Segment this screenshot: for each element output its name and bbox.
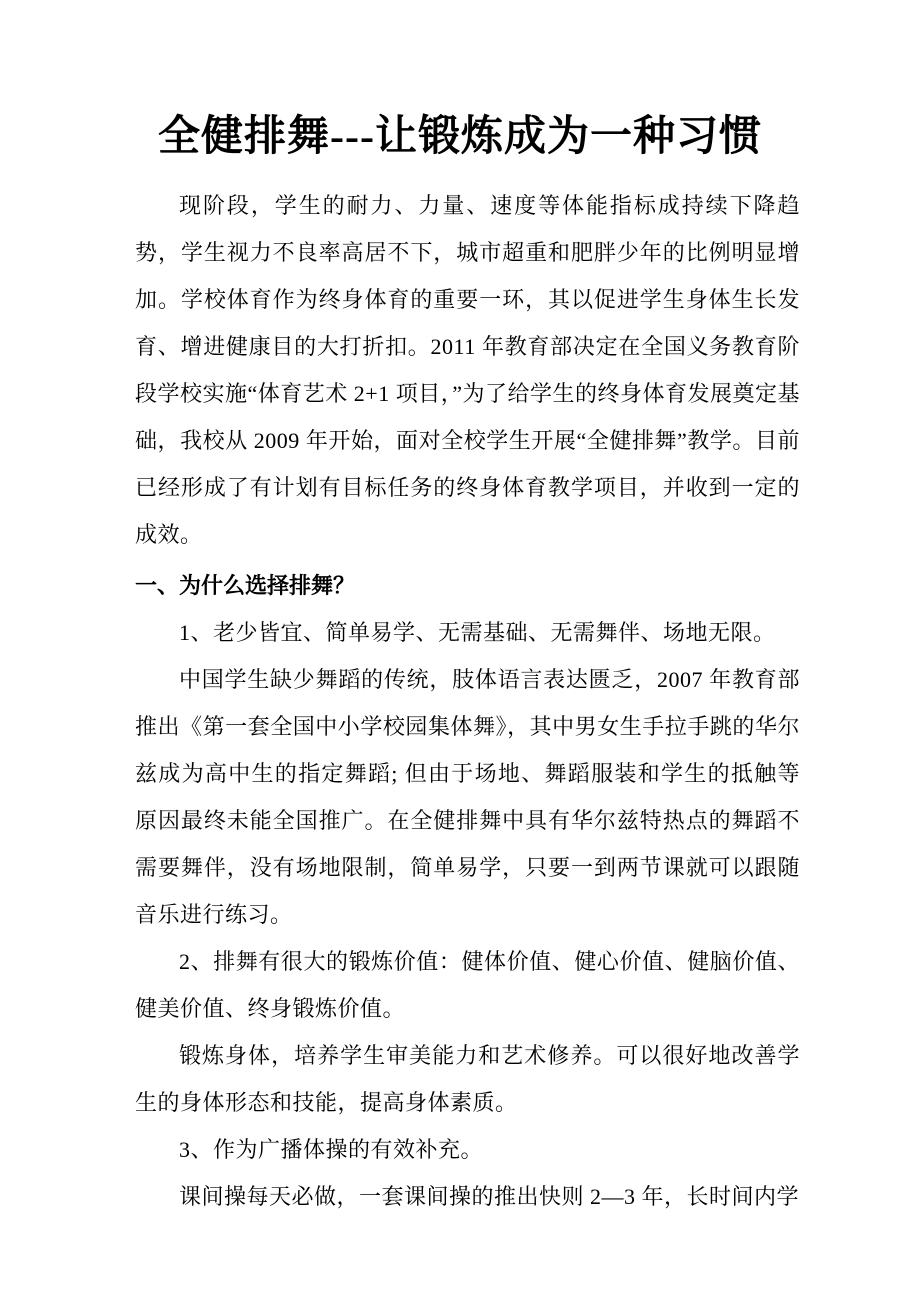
point-2-paragraph: 2、排舞有很大的锻炼价值：健体价值、健心价值、健脑价值、健美价值、终身锻炼价值。 (135, 949, 800, 1021)
point-3-detail-paragraph: 课间操每天必做，一套课间操的推出快则 2—3 年，长时间内学 (179, 1184, 800, 1209)
section-heading-why-line-dance: 一、为什么选择排舞？ (135, 573, 356, 598)
point-1-paragraph: 1、老少皆宜、简单易学、无需基础、无需舞伴、场地无限。 (179, 620, 776, 645)
point-3-paragraph: 3、作为广播体操的有效补充。 (179, 1137, 484, 1162)
point-2-detail-paragraph: 锻炼身体，培养学生审美能力和艺术修养。可以很好地改善学生的身体形态和技能，提高身体素质。 (135, 1043, 800, 1115)
document-title: 全健排舞---让锻炼成为一种习惯 (158, 114, 762, 160)
point-1-detail-paragraph: 中国学生缺少舞蹈的传统，肢体语言表达匮乏，2007 年教育部推出《第一套全国中小学校园集体舞》，其中男女生手拉手跳的华尔兹成为高中生的指定舞蹈; 但由于场地、舞蹈服装和学生的抵触等原因最终未能全国推广。在全健排舞中具有华尔兹特热点的舞蹈不需要舞伴，没有场地限制，简单易学，只要一到两节课就可以跟随音乐进行练习。 (135, 667, 800, 927)
intro-paragraph: 现阶段，学生的耐力、力量、速度等体能指标成持续下降趋势，学生视力不良率高居不下，城市超重和肥胖少年的比例明显增加。学校体育作为终身体育的重要一环，其以促进学生身体生长发育、增进健康目的大打折扣。2011 年教育部决定在全国义务教育阶段学校实施“体育艺术 2+1 项目，”为了给学生的终身体育发展奠定基础，我校从 2009 年开始，面对全校学生开展“全健排舞”教学。目前已经形成了有计划有目标任务的终身体育教学项目，并收到一定的成效。 (135, 193, 800, 547)
document-body (135, 182, 800, 1220)
